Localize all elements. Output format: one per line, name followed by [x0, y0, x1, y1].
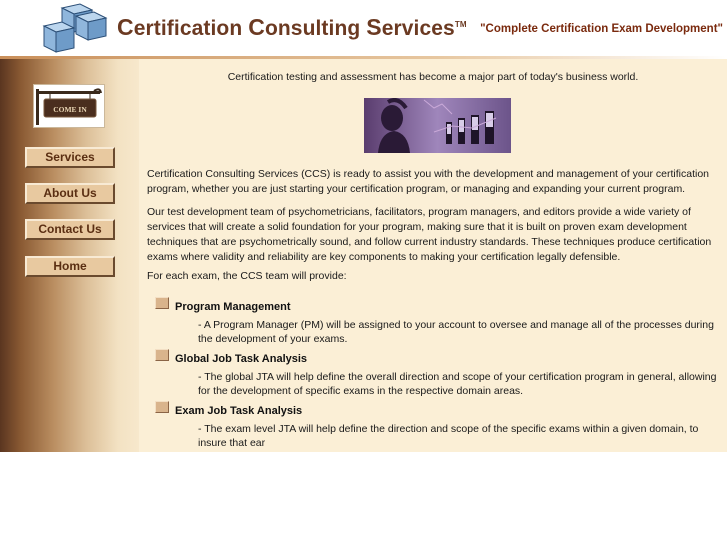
brand-word: ervices — [381, 17, 455, 40]
item-title: Program Management — [175, 301, 291, 313]
team-paragraph: Our test development team of psychometricians, facilitators, program managers, and editors provide a wide variety of services that will create a solid foundation for your program, making sure that it is built on proven exam development techniques that are psychometrically sound, and follow current industry standards. These techniques produce certification exams where validity and reliability are key components to making your certification legally defensible. — [147, 206, 712, 263]
nav-services-button[interactable]: Services — [25, 147, 115, 168]
item-description: - A Program Manager (PM) will be assigned to your account to oversee and manage all of the processes during the development of your exams. — [198, 319, 714, 345]
bullet-icon — [155, 349, 169, 361]
main-content — [139, 59, 727, 452]
tagline: "Complete Certification Exam Development" — [480, 23, 723, 35]
page-header — [0, 0, 727, 57]
item-description: - The exam level JTA will help define the direction and scope of the specific exams within a given domain, to insure that ear — [198, 423, 699, 449]
sidebar — [0, 59, 139, 452]
brand-initial: C — [117, 14, 134, 40]
brand-word: ertification — [133, 17, 243, 40]
nav-contact-us-button[interactable]: Contact Us — [25, 219, 115, 240]
come-in-sign-image — [33, 84, 105, 128]
intro-paragraph: Certification Consulting Services (CCS) is ready to assist you with the development and management of your certification program, whether you are just starting your certification program, or managing and expanding your current program. — [147, 168, 710, 195]
brand-word: onsulting — [264, 17, 361, 40]
brand-initial: S — [366, 14, 382, 40]
sign-text: COME IN — [53, 105, 87, 114]
bullet-icon — [155, 297, 169, 309]
cubes-logo-icon — [42, 2, 108, 54]
item-title: Global Job Task Analysis — [175, 353, 308, 365]
brand-title — [117, 14, 467, 41]
trademark-mark: TM — [454, 20, 467, 29]
brand-initial: C — [248, 14, 265, 40]
intro-text: Certification testing and assessment has become a major part of today's business world. — [227, 71, 639, 83]
item-description: - The global JTA will help define the overall direction and scope of your certification program in general, allowing for the development of specific exams in the respective domain areas. — [198, 371, 717, 397]
nav-home-button[interactable]: Home — [25, 256, 115, 277]
exam-room-photo — [364, 98, 511, 153]
bullet-icon — [155, 401, 169, 413]
hanging-sign-icon — [34, 85, 104, 127]
item-title: Exam Job Task Analysis — [175, 405, 303, 417]
nav-about-us-button[interactable]: About Us — [25, 183, 115, 204]
provide-lead-text: For each exam, the CCS team will provide: — [147, 270, 347, 282]
